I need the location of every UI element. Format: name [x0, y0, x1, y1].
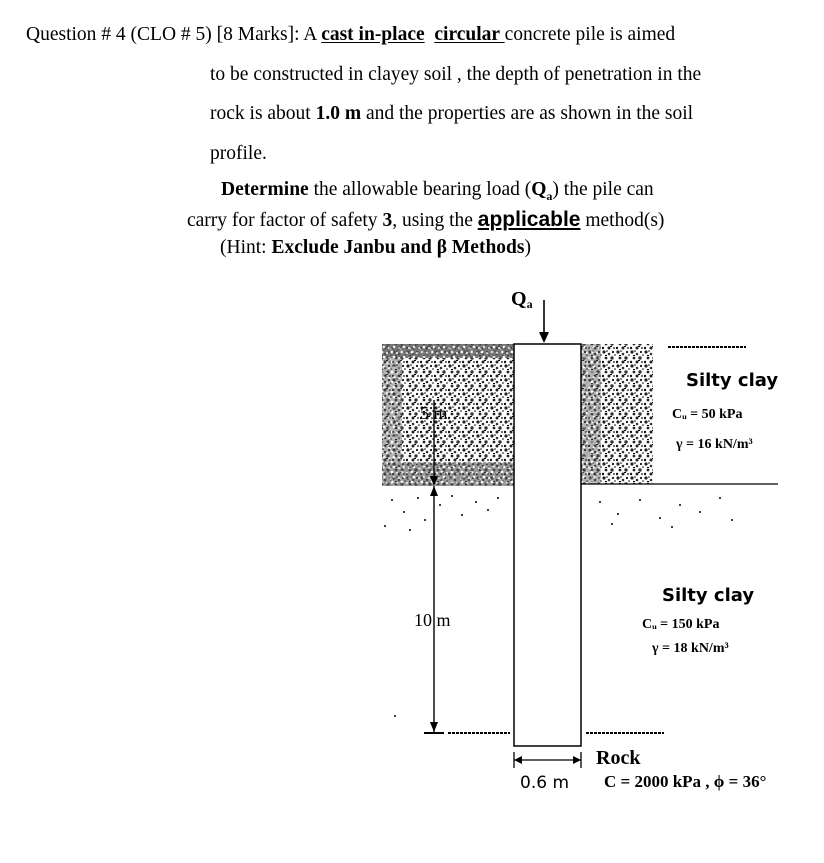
question-line-4: profile. — [210, 143, 267, 164]
pile-diameter-label: 0.6 m — [520, 773, 569, 793]
layer2-gamma: γ = 18 kN/m³ — [652, 641, 729, 656]
circular-text: circular — [434, 24, 505, 45]
dim-diameter-arrow-right — [573, 756, 581, 764]
load-label: Qa — [511, 288, 533, 311]
question-line-2: to be constructed in clayey soil , the depth of penetration in the — [210, 64, 702, 85]
pile-shaft — [514, 344, 581, 746]
penetration-depth: 1.0 m — [315, 103, 362, 124]
line5-text2: ) the pile can — [552, 179, 654, 200]
qa-sub: a — [546, 188, 553, 203]
layer1-cu: Cᵤ = 50 kPa — [672, 407, 743, 422]
layer1-name: Silty clay — [686, 370, 779, 391]
line3-suffix: and the properties are as shown in the soil — [361, 103, 694, 124]
dim-diameter-arrow-left — [514, 756, 522, 764]
hint-prefix: (Hint: — [220, 237, 272, 258]
line6-text1: carry for factor of safety — [187, 210, 383, 231]
layer2-thickness-label: 10 m — [414, 610, 451, 630]
factor-of-safety: 3 — [382, 210, 393, 231]
layer2-name: Silty clay — [662, 585, 755, 606]
line5-text1: the allowable bearing load ( — [308, 179, 532, 200]
upper-layer-left-dense — [382, 344, 514, 358]
question-prefix: Question # 4 (CLO # 5) [8 Marks]: A — [26, 24, 322, 45]
upper-layer-left-dense-side — [382, 358, 402, 462]
load-arrow-head — [539, 332, 549, 343]
layer1-gamma: γ = 16 kN/m³ — [676, 437, 753, 452]
rock-properties: C = 2000 kPa , ϕ = 36° — [604, 772, 767, 791]
dim-10m-arrow-top — [430, 486, 438, 496]
question-line1-suffix: concrete pile is aimed — [504, 24, 676, 45]
layer2-cu: Cᵤ = 150 kPa — [642, 617, 720, 632]
upper-layer-left-dense-bottom — [382, 462, 514, 486]
hint-suffix: ) — [524, 237, 531, 258]
line6-text3: method(s) — [580, 210, 665, 231]
hint-text: Exclude Janbu and β Methods — [271, 237, 525, 258]
rock-name: Rock — [596, 747, 641, 769]
upper-layer-right-dense — [581, 344, 601, 484]
dim-10m-arrow-bottom — [430, 722, 438, 732]
line6-text2: , using the — [392, 210, 478, 231]
layer1-thickness-label: 5 m — [420, 403, 448, 423]
applicable-text: applicable — [477, 208, 581, 231]
determine-text: Determine — [221, 179, 309, 200]
qa-q: Q — [531, 179, 547, 200]
line3-prefix: rock is about — [210, 103, 316, 124]
cast-in-place-text: cast in-place — [321, 24, 425, 45]
